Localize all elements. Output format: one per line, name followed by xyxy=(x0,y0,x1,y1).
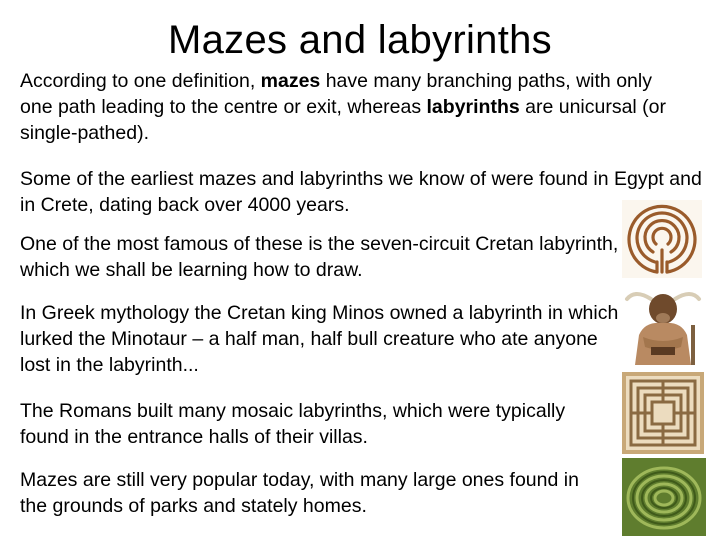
cretan-labyrinth-image xyxy=(622,200,702,278)
paragraph-today: Mazes are still very popular today, with many large ones found in the grounds of parks and stately homes. xyxy=(20,469,579,517)
paragraph-mythology: In Greek mythology the Cretan king Minos owned a labyrinth in which lurked the Minotaur – a half man, half bull creature who ate anyone lost in the labyrinth... xyxy=(20,302,619,376)
minotaur-image xyxy=(621,285,705,365)
p1-labyrinths-bold: labyrinths xyxy=(426,96,520,118)
p1-text-1: According to one definition, xyxy=(20,70,261,92)
slide-title: Mazes and labyrinths xyxy=(168,18,552,62)
p1-mazes-bold: mazes xyxy=(260,70,321,92)
paragraph-definition xyxy=(20,68,680,146)
paragraph-romans: The Romans built many mosaic labyrinths, which were typically found in the entrance halls of their villas. xyxy=(20,400,566,448)
p1-text-2: have many branching paths, with only one path leading to the centre or exit, whereas xyxy=(20,70,652,118)
paragraph-earliest: Some of the earliest mazes and labyrinths we know of were found in Egypt and in Crete, dating back over 4000 years. xyxy=(20,168,702,216)
hedge-maze-image xyxy=(622,458,706,536)
p1-text-3: are unicursal (or single-pathed). xyxy=(20,96,667,144)
paragraph-famous: One of the most famous of these is the seven-circuit Cretan labyrinth, which we shall be learning how to draw. xyxy=(20,233,619,281)
roman-mosaic-labyrinth-image xyxy=(622,372,704,454)
